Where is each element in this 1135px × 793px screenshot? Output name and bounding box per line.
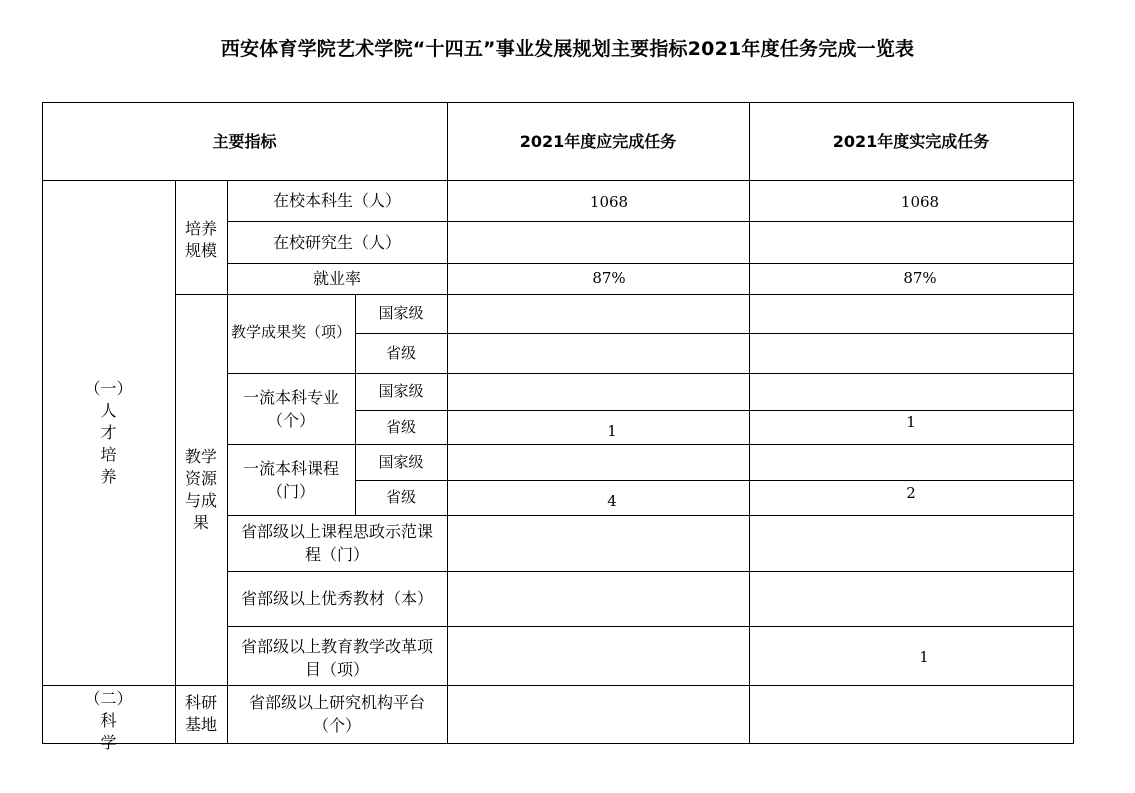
group-teaching-resources: 教学 资源 与成 果 <box>184 446 217 532</box>
cell-course-provincial-actual: 2 <box>906 484 916 502</box>
page-title: 西安体育学院艺术学院“十四五”事业发展规划主要指标2021年度任务完成一览表 <box>220 38 915 60</box>
section-research <box>42 688 175 758</box>
cell-award-provincial-planned <box>447 333 749 373</box>
header-actual: 2021年度实完成任务 <box>832 131 990 151</box>
row-label-ideological-course: 省部级以上课程思政示范课 程（门） <box>240 522 433 564</box>
cell-graduate-planned <box>447 221 749 263</box>
level-national: 国家级 <box>378 452 424 471</box>
cell-undergrad-planned: 1068 <box>589 192 629 211</box>
row-label-textbook: 省部级以上优秀教材（本） <box>240 589 433 608</box>
row-label-employment: 就业率 <box>312 269 361 288</box>
cell-award-national-actual <box>749 294 1073 333</box>
header-planned: 2021年度应完成任务 <box>519 131 677 151</box>
cell-platform-actual <box>749 685 1073 743</box>
cell-textbook-planned <box>447 571 749 626</box>
row-label-undergrad: 在校本科生（人） <box>272 191 401 210</box>
row-label-reform-project: 省部级以上教育教学改革项 目（项） <box>240 636 433 679</box>
section-name-char: 科 <box>100 711 117 730</box>
row-label-research-platform: 省部级以上研究机构平台 （个） <box>248 693 425 735</box>
table-border-bottom <box>42 743 1074 744</box>
cell-ideological-planned <box>447 515 749 571</box>
section-name-char: 养 <box>100 466 117 486</box>
group-research-base: 科研 基地 <box>184 693 217 734</box>
level-national: 国家级 <box>378 382 424 400</box>
cell-textbook-actual <box>749 571 1073 626</box>
cell-reform-actual: 1 <box>919 648 929 666</box>
cell-graduate-actual <box>749 221 1073 263</box>
cell-ideological-actual <box>749 515 1073 571</box>
cell-employment-actual: 87% <box>903 269 937 287</box>
row-label-teaching-award: 教学成果奖（项） <box>230 323 351 341</box>
cell-undergrad-actual: 1068 <box>900 192 940 211</box>
row-label-first-class-major: 一流本科专业 （个） <box>242 387 339 430</box>
cell-major-provincial-actual: 1 <box>906 412 916 431</box>
cell-employment-planned: 87% <box>592 269 626 287</box>
cell-course-provincial-planned: 4 <box>607 492 617 510</box>
level-provincial: 省级 <box>385 417 416 436</box>
cell-course-national-planned <box>447 444 749 480</box>
level-national: 国家级 <box>378 304 424 322</box>
section-name-char: 培 <box>100 444 117 464</box>
section-name-char: 人 <box>100 400 117 420</box>
cell-major-provincial-planned: 1 <box>607 421 617 440</box>
cell-award-national-planned <box>447 294 749 333</box>
section-number: （二） <box>84 689 133 708</box>
cell-course-national-actual <box>749 444 1073 480</box>
cell-platform-planned <box>447 685 749 743</box>
row-label-graduate: 在校研究生（人） <box>272 232 401 252</box>
group-training-scale: 培养 规模 <box>184 219 217 260</box>
cell-reform-planned <box>447 626 749 685</box>
section-talent-cultivation <box>42 180 175 685</box>
section-name-char: 才 <box>100 422 117 442</box>
section-name-char: 学 <box>100 733 117 752</box>
level-provincial: 省级 <box>385 488 416 506</box>
level-provincial: 省级 <box>385 343 416 362</box>
row-label-first-class-course: 一流本科课程 （门） <box>242 458 339 501</box>
cell-major-national-planned <box>447 373 749 410</box>
section-number: （一） <box>84 378 133 398</box>
header-indicator: 主要指标 <box>212 131 277 151</box>
cell-award-provincial-actual <box>749 333 1073 373</box>
